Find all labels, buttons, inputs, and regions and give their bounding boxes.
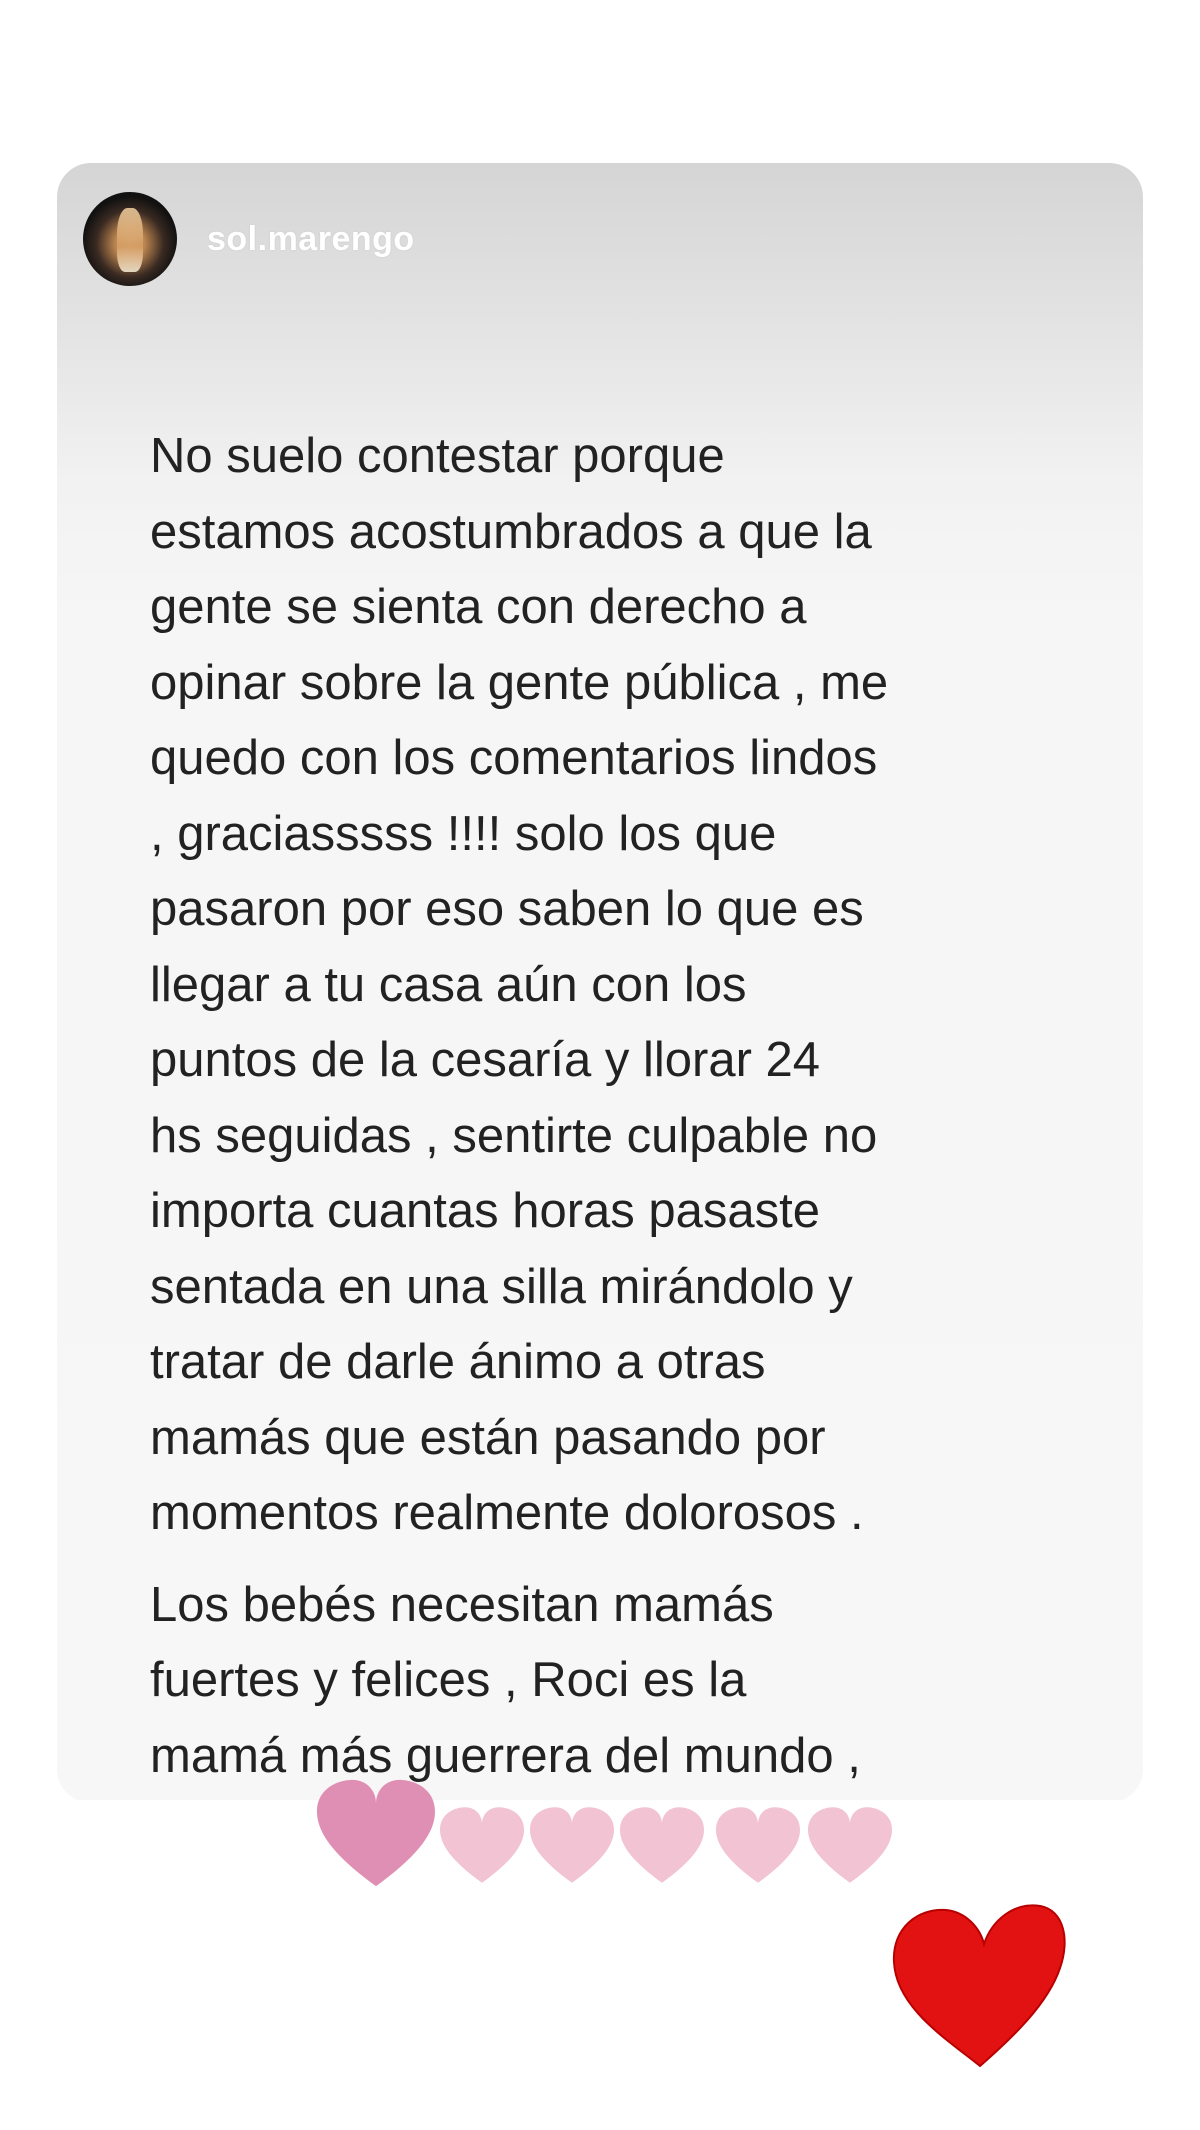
story-text [150,419,1130,1803]
heart-icon [317,1780,435,1886]
heart-icon [894,1905,1065,2066]
story-card [57,163,1143,1803]
avatar[interactable] [83,192,177,286]
story-header [83,191,415,287]
story-paragraph-1: No suelo contestar porque estamos acostumbrados a que la gente se sienta con derecho a opinar sobre la gente pública , me quedo con los comentarios lindos , graciasssss !!!! solo los que pasaron por eso saben lo que es llegar a tu casa aún con los puntos de la cesaría y llorar 24 hs seguidas , sentirte culpable no importa cuantas horas pasaste sentada en una silla mirándolo y tratar de darle ánimo a otras mamás que están pasando por momentos realmente dolorosos . [150,429,889,1540]
story-paragraph-2: Los bebés necesitan mamás fuertes y felices , Roci es la mamá más guerrera del mundo , [150,1577,861,1783]
heart-icon [716,1807,800,1883]
heart-icon [530,1807,614,1883]
pink-hearts-sticker [310,1775,900,1895]
heart-icon [620,1807,704,1883]
heart-icon [440,1807,524,1883]
heart-icon [808,1807,892,1883]
username[interactable]: sol.marengo [207,219,415,258]
red-heart-sticker [888,1900,1068,2070]
